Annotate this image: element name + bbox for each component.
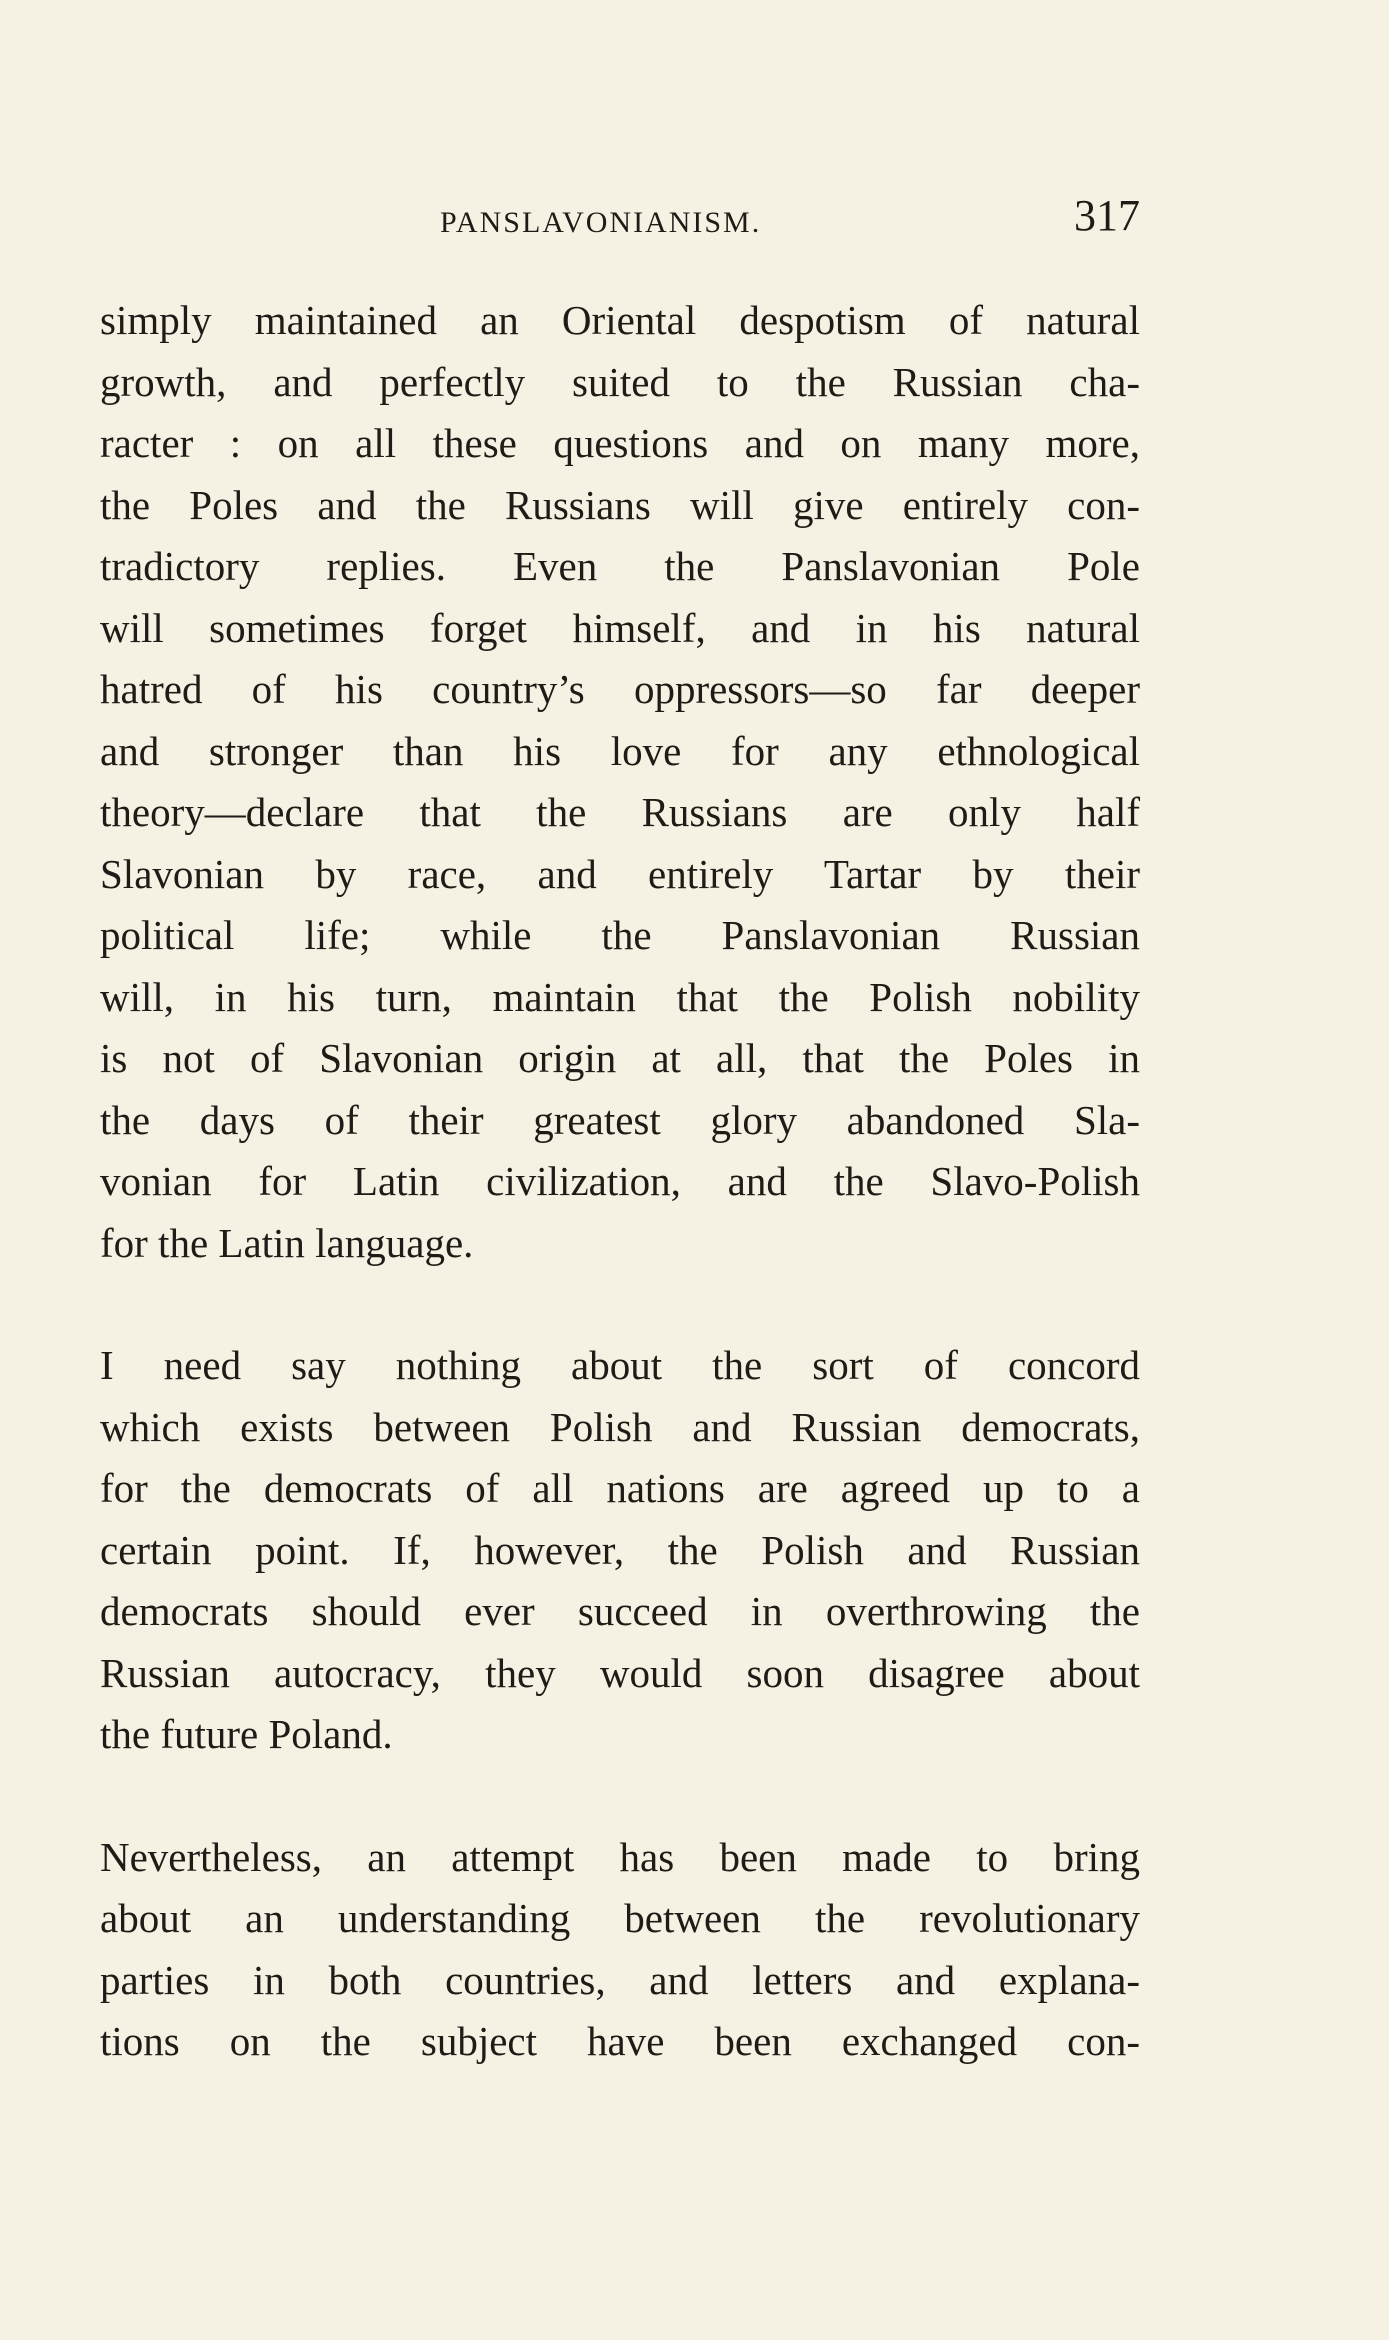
text-line: parties in both countries, and letters and explana- [100, 1956, 1140, 2003]
text-line: tradictory replies. Even the Panslavonian Pole [100, 543, 1140, 589]
text-line: for the democrats of all nations are agreed up to a [100, 1465, 1140, 1511]
page-number: 317 [1074, 191, 1140, 240]
body-text [100, 290, 1140, 2073]
running-title: PANSLAVONIANISM. [440, 206, 762, 239]
text-line: the Poles and the Russians will give entirely con- [100, 481, 1140, 528]
text-line: will sometimes forget himself, and in his natural [100, 604, 1140, 651]
text-line: Russian autocracy, they would soon disagree about [100, 1649, 1140, 1696]
text-line: hatred of his country’s oppressors—so far deeper [100, 666, 1140, 712]
text-line: theory—declare that the Russians are only half [100, 789, 1140, 835]
paragraph-1 [100, 290, 1140, 1274]
text-line: racter : on all these questions and on many more, [100, 420, 1140, 466]
text-line: certain point. If, however, the Polish and Russian [100, 1526, 1140, 1573]
text-line: I need say nothing about the sort of concord [100, 1342, 1140, 1388]
paragraph-2 [100, 1335, 1140, 1766]
text-line: the future Poland. [100, 1711, 393, 1757]
paragraph-3 [100, 1827, 1140, 2073]
text-line: vonian for Latin civilization, and the Slavo-Polish [100, 1158, 1140, 1204]
paragraph-gap [100, 1274, 1140, 1335]
text-line: Nevertheless, an attempt has been made to bring [100, 1833, 1140, 1880]
text-line: about an understanding between the revolutionary [100, 1895, 1140, 1941]
text-line: tions on the subject have been exchanged con- [100, 2018, 1140, 2064]
text-line: is not of Slavonian origin at all, that the Poles in [100, 1035, 1140, 1081]
text-line: simply maintained an Oriental despotism of natural [100, 297, 1140, 343]
text-line: for the Latin language. [100, 1219, 474, 1266]
running-header [100, 190, 1140, 250]
text-line: Slavonian by race, and entirely Tartar by their [100, 850, 1140, 897]
text-line: democrats should ever succeed in overthrowing the [100, 1588, 1140, 1634]
text-line: the days of their greatest glory abandoned Sla- [100, 1096, 1140, 1143]
text-line: political life; while the Panslavonian Russian [100, 912, 1140, 958]
text-line: will, in his turn, maintain that the Polish nobility [100, 973, 1140, 1020]
paragraph-gap [100, 1766, 1140, 1827]
text-line: which exists between Polish and Russian democrats, [100, 1403, 1140, 1450]
text-line: growth, and perfectly suited to the Russian cha- [100, 358, 1140, 405]
text-line: and stronger than his love for any ethnological [100, 727, 1140, 774]
